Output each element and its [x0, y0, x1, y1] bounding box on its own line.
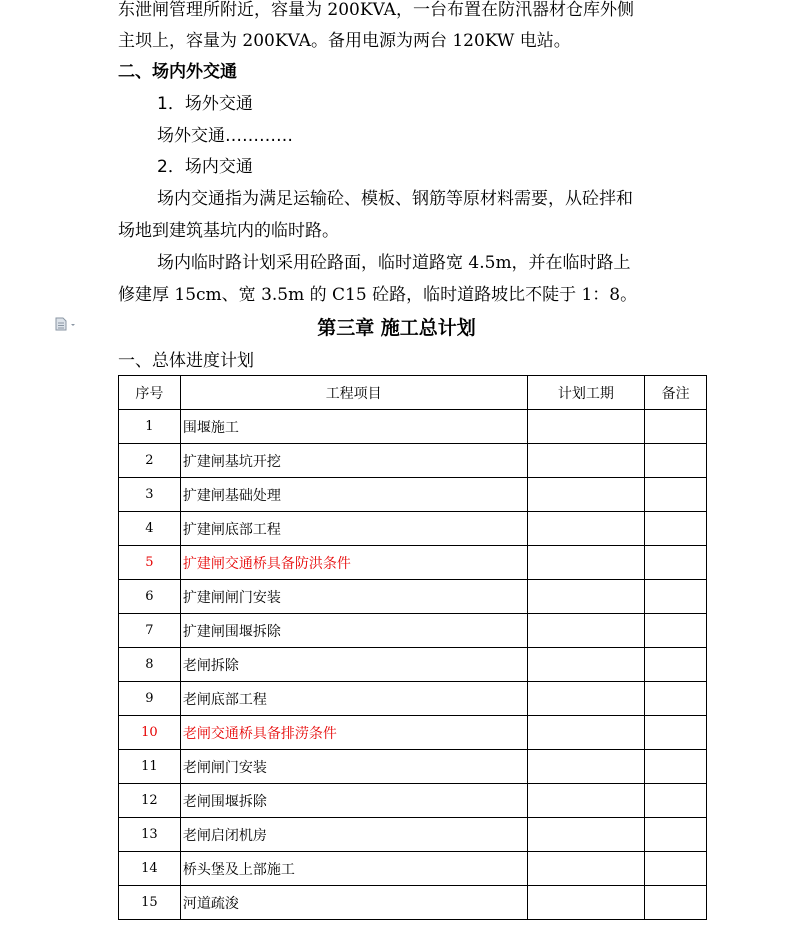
paragraph-line: 场外交通………… — [157, 126, 293, 146]
chapter-title: 第三章 施工总计划 — [317, 317, 476, 339]
row-remarks — [645, 716, 707, 750]
row-item: 扩建闸底部工程 — [180, 512, 527, 546]
row-item: 老闸拆除 — [180, 648, 527, 682]
row-number: 3 — [119, 478, 181, 512]
row-item: 扩建闸交通桥具备防洪条件 — [180, 546, 527, 580]
table-row — [119, 648, 707, 682]
row-remarks — [645, 784, 707, 818]
row-number: 1 — [119, 410, 181, 444]
row-duration — [527, 784, 645, 818]
schedule-table — [118, 375, 707, 920]
row-item: 围堰施工 — [180, 410, 527, 444]
table-row — [119, 580, 707, 614]
row-number: 10 — [119, 716, 181, 750]
row-remarks — [645, 512, 707, 546]
row-number: 4 — [119, 512, 181, 546]
table-row — [119, 478, 707, 512]
row-duration — [527, 886, 645, 920]
column-header-number: 序号 — [119, 376, 181, 410]
row-duration — [527, 818, 645, 852]
row-number: 2 — [119, 444, 181, 478]
row-number: 12 — [119, 784, 181, 818]
row-remarks — [645, 750, 707, 784]
row-item: 河道疏浚 — [180, 886, 527, 920]
row-remarks — [645, 648, 707, 682]
row-duration — [527, 716, 645, 750]
table-row — [119, 512, 707, 546]
table-row — [119, 784, 707, 818]
row-duration — [527, 580, 645, 614]
row-item: 老闸底部工程 — [180, 682, 527, 716]
row-remarks — [645, 682, 707, 716]
row-duration — [527, 444, 645, 478]
row-number: 7 — [119, 614, 181, 648]
paragraph-line: 东泄闸管理所附近，容量为 200KVA，一台布置在防汛器材仓库外侧 — [118, 0, 634, 20]
row-remarks — [645, 886, 707, 920]
paragraph-line: 场内临时路计划采用砼路面，临时道路宽 4.5m，并在临时路上 — [157, 253, 631, 273]
row-remarks — [645, 614, 707, 648]
row-number: 9 — [119, 682, 181, 716]
row-item: 桥头堡及上部施工 — [180, 852, 527, 886]
row-number: 13 — [119, 818, 181, 852]
row-duration — [527, 682, 645, 716]
row-duration — [527, 546, 645, 580]
row-duration — [527, 512, 645, 546]
paragraph-line: 主坝上，容量为 200KVA。备用电源为两台 120KW 电站。 — [118, 31, 571, 51]
row-remarks — [645, 852, 707, 886]
row-remarks — [645, 478, 707, 512]
table-row — [119, 682, 707, 716]
row-number: 6 — [119, 580, 181, 614]
row-item: 老闸启闭机房 — [180, 818, 527, 852]
row-remarks — [645, 444, 707, 478]
paragraph-line: 修建厚 15cm、宽 3.5m 的 C15 砼路，临时道路坡比不陡于 1：8。 — [118, 285, 638, 305]
paragraph-line: 场地到建筑基坑内的临时路。 — [118, 221, 339, 241]
row-duration — [527, 750, 645, 784]
row-remarks — [645, 410, 707, 444]
row-item: 扩建闸闸门安装 — [180, 580, 527, 614]
row-number: 15 — [119, 886, 181, 920]
row-item: 扩建闸围堰拆除 — [180, 614, 527, 648]
row-number: 11 — [119, 750, 181, 784]
subheading-inside-traffic: 2．场内交通 — [157, 157, 253, 177]
section-heading-traffic: 二、场内外交通 — [118, 62, 237, 82]
row-remarks — [645, 818, 707, 852]
table-row — [119, 444, 707, 478]
table-row — [119, 546, 707, 580]
row-remarks — [645, 580, 707, 614]
row-duration — [527, 852, 645, 886]
table-row — [119, 886, 707, 920]
table-row — [119, 614, 707, 648]
row-number: 5 — [119, 546, 181, 580]
row-duration — [527, 614, 645, 648]
section-title-schedule: 一、总体进度计划 — [118, 351, 254, 371]
row-duration — [527, 478, 645, 512]
row-duration — [527, 648, 645, 682]
table-row — [119, 716, 707, 750]
row-item: 老闸闸门安装 — [180, 750, 527, 784]
row-duration — [527, 410, 645, 444]
table-header-row — [119, 376, 707, 410]
paragraph-line: 场内交通指为满足运输砼、模板、钢筋等原材料需要，从砼拌和 — [157, 189, 633, 209]
row-remarks — [645, 546, 707, 580]
table-row — [119, 410, 707, 444]
column-header-duration: 计划工期 — [527, 376, 645, 410]
row-number: 8 — [119, 648, 181, 682]
row-item: 扩建闸基础处理 — [180, 478, 527, 512]
column-header-remarks: 备注 — [645, 376, 707, 410]
row-item: 老闸围堰拆除 — [180, 784, 527, 818]
row-number: 14 — [119, 852, 181, 886]
column-header-item: 工程项目 — [180, 376, 527, 410]
row-item: 扩建闸基坑开挖 — [180, 444, 527, 478]
table-row — [119, 818, 707, 852]
table-row — [119, 750, 707, 784]
table-row — [119, 852, 707, 886]
subheading-outside-traffic: 1．场外交通 — [157, 94, 253, 114]
row-item: 老闸交通桥具备排涝条件 — [180, 716, 527, 750]
